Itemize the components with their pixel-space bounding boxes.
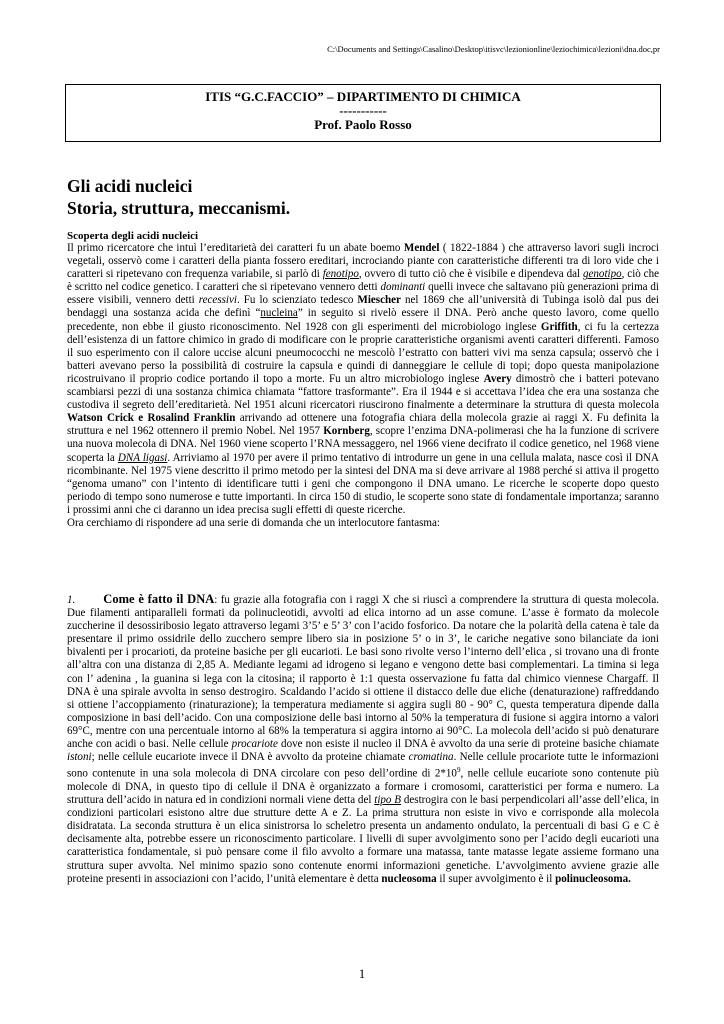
text-run: , ci fu la certezza dell’esistenza di un fattore chimico in grado di modificare con le proprie caratteristiche organismi aventi caratteri differenti. Famoso il suo esperimento con il calore uccise alcuni pneumococchi ne mescolò l’estratto con batteri vivi ma senza capsula; osservò che i batteri avevano perso la possibilità di costruire la capsula e quindi di danneggiare le cellule di topi; dopo questa manipolazione ricostruivano il proprio codice portando il topo a morte. Fu un altro microbiologo inglese: [67, 320, 659, 385]
intro-paragraph: [67, 242, 659, 530]
name-kornberg: Kornberg: [323, 425, 370, 438]
term-dominanti: dominanti: [380, 281, 426, 294]
text-run: . Fu lo scienziato tedesco: [236, 294, 358, 307]
term-nucleosoma: nucleosoma: [381, 872, 437, 885]
text-run: nel 1869 che all’università di Tubinga isolò dal pus dei bendaggi una sostanza acida che definì “: [67, 294, 660, 320]
text-run: destrogira con le basi perpendicolari all’asse dell’elica, in condizioni particolari esistono altre due strutture dette A e Z. La prima struttura non esiste in vivo e corrisponde alla molecola disidratata. La seconda struttura è un elica sinistrorsa lo scheletro presenta un andamento ondulato, la percentuali di basi G e C è decisamente alta, potrebbe essere un riconoscimento particolare. I livelli di super avvolgimento sono per l’acido degli eucarioti una caratteristica fondamentale, si può pensare come il filo avvolto a formare una matassa, tante matasse legate assieme formano una struttura super avvolta. Nel minimo spazio sono contenute enormi informazioni genetiche. L’avvolgimento avviene grazie alle proteine presenti in associazioni con l’acido, l’unità elementare è detta: [67, 794, 659, 885]
text-run: il super avvolgimento è il: [436, 872, 556, 885]
term-dna-ligasi: DNA ligasi: [117, 451, 168, 464]
name-avery: Avery: [483, 372, 512, 385]
question-1-paragraph: [67, 593, 659, 886]
page-number: 1: [358, 966, 366, 981]
header-box: [65, 84, 661, 142]
term-genotipo: genotipo: [582, 268, 622, 281]
text-run: : fu grazie alla fotografia con i raggi X che si riuscì a comprendere la struttura di questa molecola. Due filamenti antiparalleli formati da polinucleotidi, avvolti ad elica intorno ad un asse comune. L’asse è formato da molecole zuccherine il desossiribosio legato attraverso legami 3’5’ e 5’ 3’ con l’acido fosforico. Da notare che la polarità della catena è tale da presentare il primo ossidrile dello zucchero sempre libero sia in posizione 5’ o in 3’, le cariche negative sono bilanciate da ioni bivalenti per i procarioti, da proteine basiche per gli eucarioti. Le basi sono rivolte verso l’interno dell’elica , si trovano una di fronte all’altra con una distanza di 2,85 A. Mediante legami ad idrogeno si legano e vengono dette basi complementari. La timina si lega con l’ adenina , la guanina si lega con la citosina; il rapporto è 1:1 questa osservazione fu fatta dal chimico viennese Chargaff. Il DNA è una spirale avvolta in senso destrogiro. Scaldando l’acido si ottiene il distacco delle due eliche (denaturazione) raffreddando si ottiene l’accoppiamento (rinaturazione); la temperatura mediamente si aggira sugli 80 - 90° C, questa temperatura dipende dalla composizione in basi dell’acido. Con una composizione delle basi intorno al 50% la temperatura di fusione si aggira intorno a valori 69°C, mentre con una percentuale intorno al 68% la temperatura si aggira intorno ai 90°C. La molecola dell’acido si può denaturare anche con acidi o basi. Nelle cellule: [67, 594, 659, 751]
text-run: ” in seguito si rivelò essere il DNA. Però anche questo lavoro, come quello precedente, non ebbe il giusto riconoscimento. Nel 1928 con gli esperimenti del microbiologo inglese: [67, 307, 659, 333]
section-title: Scoperta degli acidi nucleici: [67, 230, 199, 242]
term-fenotipo: fenotipo: [322, 268, 359, 281]
term-polinucleosoma: polinucleosoma.: [555, 872, 631, 885]
text-run: , scopre l’enzima DNA-polimerasi che ha la funzione di scrivere una nuova molecola di DNA. Nel 1960 viene scoperto l’RNA messaggero, nel 1966 viene decifrato il codice genetico, nel 1968 viene scoperta la: [67, 425, 659, 464]
text-run: Il primo ricercatore che intuì l’ereditarietà dei caratteri fu un abate boemo: [67, 242, 404, 254]
text-run: , nelle cellule eucariote sono contenute più molecole di DNA, in questo tipo di cellule il DNA è organizzato a formare i cromosomi, caratteristici per forma e numero. La struttura dell’acido in natura ed in condizioni normali viene detta del: [67, 767, 659, 807]
text-run: , ovvero di tutto ciò che è visibile e dipendeva dal: [358, 268, 583, 281]
file-path: C:\Documents and Settings\Casalino\Desktop\itisvc\lezionionline\leziochimica\lezioni\dna.doc,pr: [327, 44, 660, 54]
text-run: . Nelle cellule procariote tutte le informazioni sono contenute in una sola molecola di DNA circolare con peso dell’ordine di 2*10: [67, 751, 659, 780]
text-run: ; nelle cellule eucariote invece il DNA è avvolto da proteine chiamate: [91, 751, 409, 764]
name-mendel: Mendel: [403, 242, 440, 254]
question-title: Come è fatto il DNA: [103, 592, 215, 606]
text-run: . Arriviamo al 1970 per avere il primo tentativo di introdurre un gene in una cellula malata, nasce così il DNA ricombinante. Nel 1975 viene descritto il primo metodo per la sintesi del DNA ma si deve arrivare al 1988 perché si attiva il progetto “genoma umano” con l’intento di identificare tutti i geni che compongono il DNA umano. Le ricerche le scoperte dopo questo periodo di tempo sono numerose e tutte importanti. In circa 150 di studio, le scoperte sono state di fondamentale importanza; saranno i prossimi anni che ci daranno un idea precisa sugli effetti di queste ricerche.: [67, 451, 659, 516]
exponent: 9: [456, 766, 461, 775]
term-cromatina: cromatina: [408, 751, 454, 764]
term-tipo-b: tipo B: [374, 794, 402, 807]
header-separator: -----------: [339, 103, 387, 118]
question-number: 1.: [67, 594, 76, 606]
text-run: arrivando ad ottenere una fotografia chiara della molecola grazie ai raggi X. Fu definita la struttura e nel 1962 ottennero il premio Nobel. Nel 1957: [67, 412, 659, 438]
text-run: ( 1822-1884 ) che attraverso lavori sugli incroci vegetali, osservò come i caratteri della pianta fossero ereditari, incrociando piante con caratteristiche differenti tra di loro vide che i caratteri si ripetevano con frequenza variabile, si parlò di: [67, 242, 659, 281]
term-nucleina: nucleina: [260, 307, 298, 320]
document-title: [67, 175, 290, 219]
name-griffith: Griffith: [540, 320, 578, 333]
text-run: quelli invece che saltavano più generazioni prima di essere visibili, vennero detti: [67, 281, 659, 307]
text-run: dimostrò che i batteri potevano scambiarsi pezzi di una sostanza chimica chiamata “fattore trasformante”. Era il 1944 e si accettava l’idea che era una sostanza che custodiva il segreto dell’ereditarietà. Nel 1951 alcuni ricercatori riuscirono finalmente a determinare la struttura di questa molecola: [67, 372, 659, 412]
text-run: dove non esiste il nucleo il DNA è avvolto da una serie di proteine basiche chiamate: [277, 738, 659, 751]
term-istoni: istoni: [67, 751, 92, 764]
author-name: Prof. Paolo Rosso: [314, 117, 412, 132]
term-procariote: procariote: [231, 738, 278, 751]
title-line-1: Gli acidi nucleici: [67, 176, 193, 196]
title-line-2: Storia, struttura, meccanismi.: [67, 198, 291, 218]
name-miescher: Miescher: [357, 294, 401, 307]
name-watson-crick-franklin: Watson Crick e Rosalind Franklin: [67, 412, 236, 425]
text-run: Ora cerchiamo di rispondere ad una serie di domanda che un interlocutore fantasma:: [67, 516, 440, 529]
school-name: ITIS “G.C.FACCIO” – DIPARTIMENTO DI CHIMICA: [205, 89, 521, 104]
term-recessivi: recessivi: [198, 294, 237, 307]
text-run: , ciò che è scritto nel codice genetico. I caratteri che si ripetevano vennero detti: [67, 268, 659, 294]
